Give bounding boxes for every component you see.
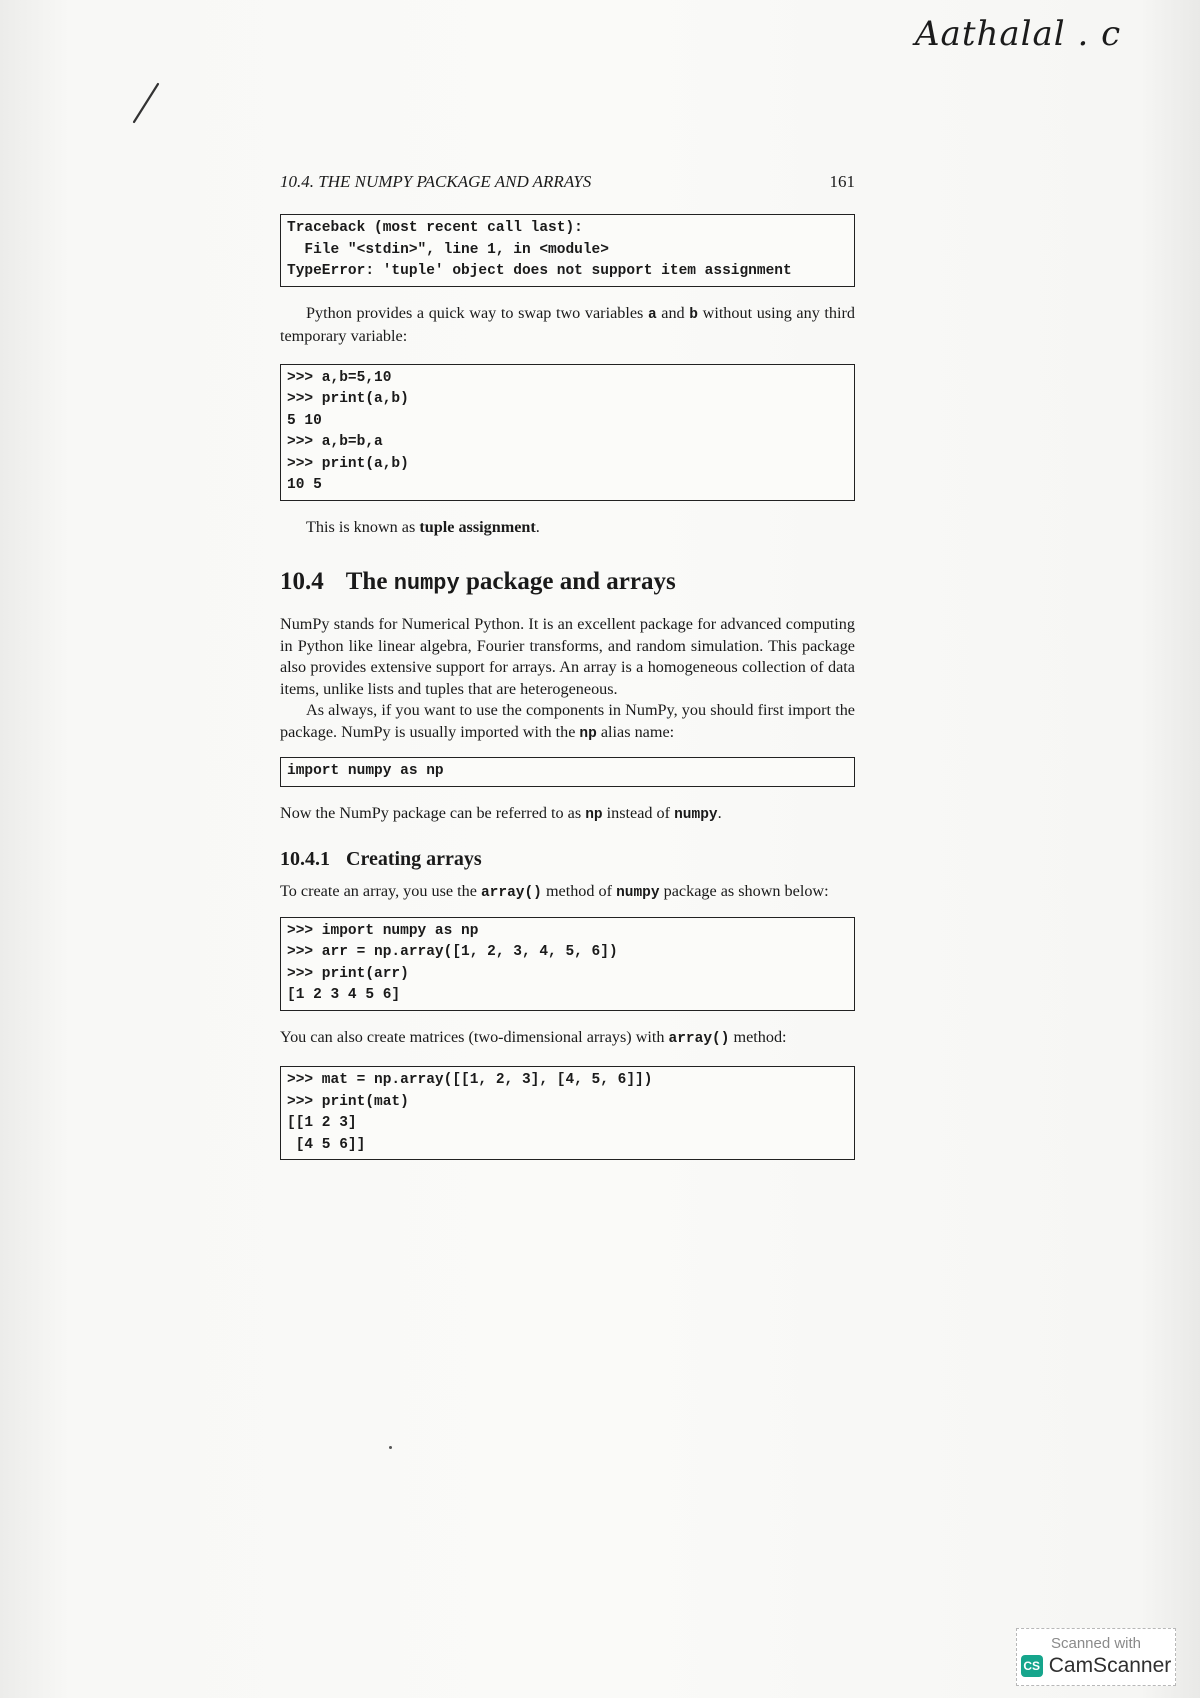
running-header: [280, 172, 855, 192]
watermark-caption: Scanned with: [1050, 1635, 1142, 1652]
pen-stroke-mark: [128, 82, 164, 126]
numpy-import-paragraph: As always, if you want to use the components in NumPy, you should first import the package. NumPy is usually imported with the np alias name:: [280, 701, 855, 742]
scan-speck: [389, 1446, 392, 1449]
array-code-block: >>> import numpy as np >>> arr = np.array([1, 2, 3, 4, 5, 6]) >>> print(arr) [1 2 3 4 5 6]: [280, 917, 855, 1011]
traceback-code-block: Traceback (most recent call last): File "<stdin>", line 1, in <module> TypeError: 'tuple' object does not support item assignment: [280, 214, 855, 287]
np-alias-paragraph: Now the NumPy package can be referred to as np instead of numpy.: [280, 803, 722, 823]
numpy-intro-paragraph: NumPy stands for Numerical Python. It is an excellent package for advanced computing in Python like linear algebra, Fourier transforms, and random simulation. This package also provides extensive support for arrays. An array is a homogeneous collection of data items, unlike lists and tuples that are heterogeneous.: [280, 615, 855, 698]
section-heading: 10.4 The numpy package and arrays: [280, 568, 676, 596]
page-number: 161: [829, 172, 855, 191]
tuple-assignment-note: This is known as tuple assignment.: [306, 517, 540, 536]
matrix-paragraph: You can also create matrices (two-dimensional arrays) with array() method:: [280, 1027, 787, 1047]
handwritten-signature: Aathalal . c: [915, 14, 1122, 54]
camscanner-watermark: [1016, 1628, 1176, 1686]
create-array-paragraph: To create an array, you use the array() method of numpy package as shown below:: [280, 882, 829, 901]
matrix-code-block: >>> mat = np.array([[1, 2, 3], [4, 5, 6]]) >>> print(mat) [[1 2 3] [4 5 6]]: [280, 1066, 855, 1160]
swap-code-block: >>> a,b=5,10 >>> print(a,b) 5 10 >>> a,b=b,a >>> print(a,b) 10 5: [280, 364, 855, 501]
book-page-content: [280, 172, 855, 1160]
swap-intro-paragraph: Python provides a quick way to swap two variables a and b without using any third temporary variable:: [280, 303, 855, 345]
running-header-title: 10.4. THE NUMPY PACKAGE AND ARRAYS: [280, 172, 592, 191]
camscanner-logo-icon: CS: [1021, 1655, 1043, 1677]
watermark-brand-row: [1017, 1654, 1175, 1678]
import-code-block: import numpy as np: [280, 757, 855, 787]
subsection-heading: 10.4.1 Creating arrays: [280, 848, 482, 870]
watermark-brand: CamScanner: [1048, 1654, 1172, 1677]
